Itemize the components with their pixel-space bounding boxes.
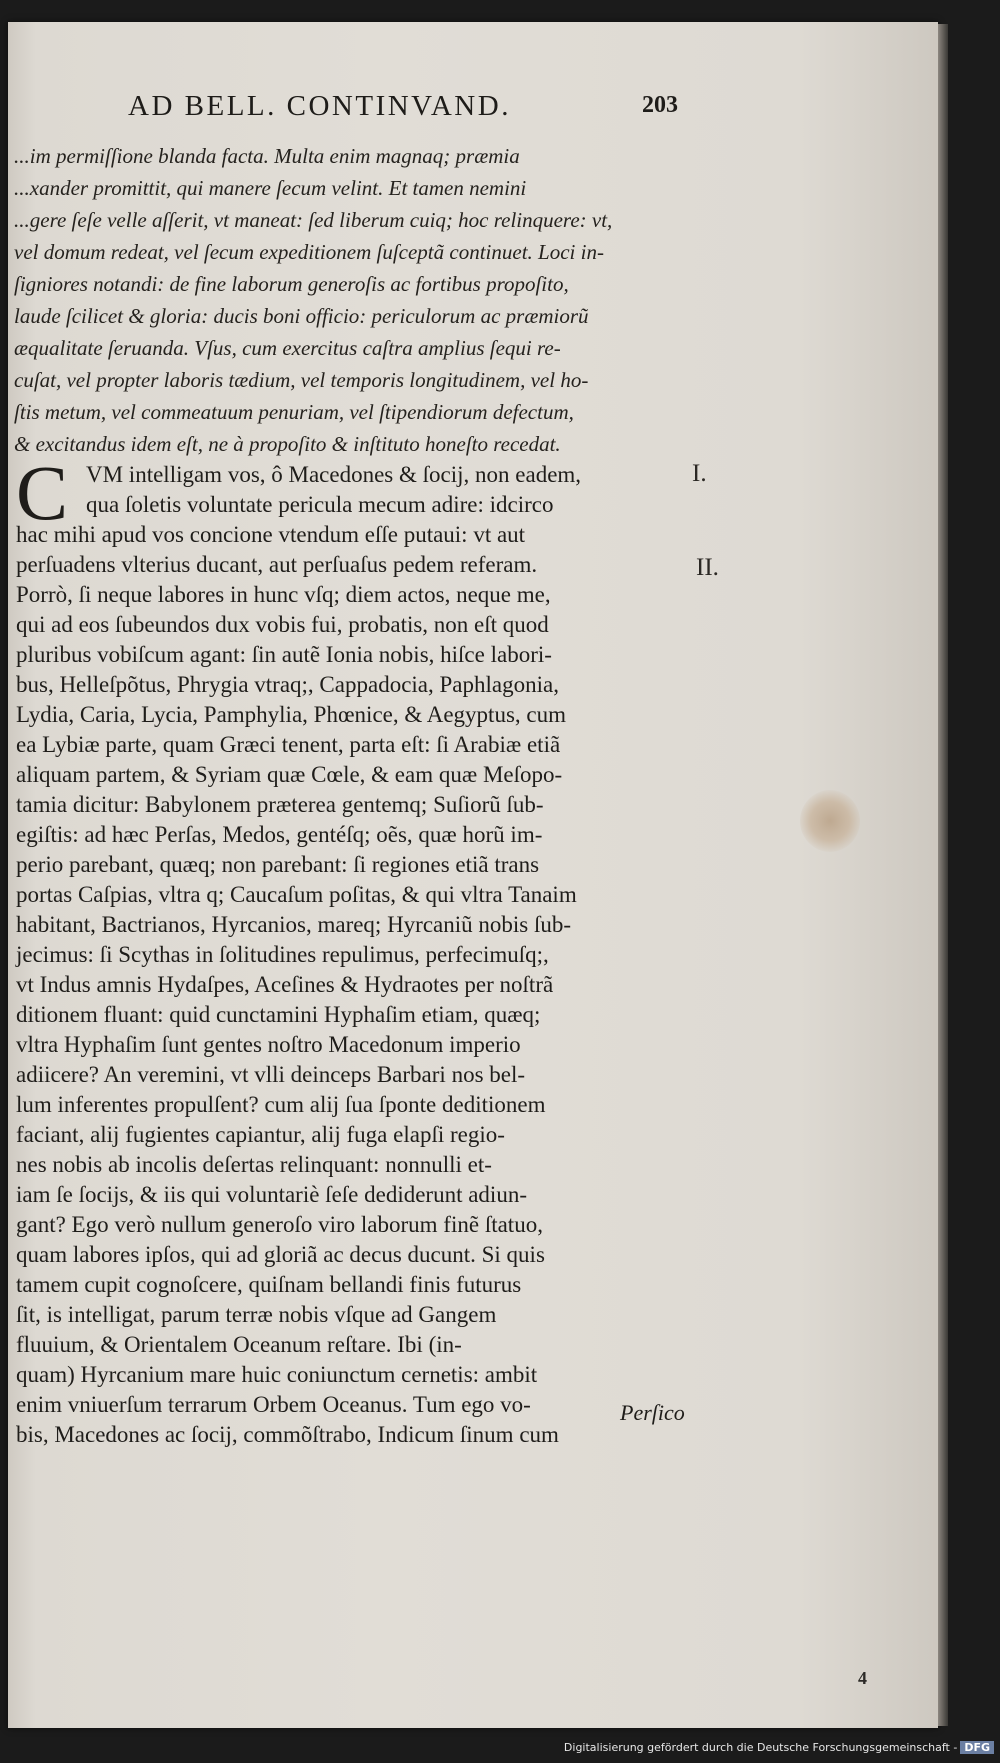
text-line: nes nobis ab incolis deſertas relinquant: nonnulli et- [16, 1152, 492, 1177]
running-title: AD BELL. CONTINVAND. [128, 90, 511, 122]
text-line: VM intelligam vos, ô Macedones & ſocij, non eadem, [86, 462, 582, 487]
digitization-credit [564, 1741, 994, 1754]
text-line: ſit, is intelligat, parum terræ nobis vſque ad Gangem [16, 1302, 497, 1327]
summary-line: ...gere ſeſe velle aſſerit, vt maneat: ſed liberum cuiq; hoc relinquere: vt, [14, 208, 613, 232]
text-line: perio parebant, quæq; non parebant: ſi regiones etiã trans [16, 852, 540, 877]
chapter-summary [14, 140, 689, 460]
text-line: pluribus vobiſcum agant: ſin autẽ Ionia nobis, hiſce labori- [16, 642, 552, 667]
text-line: quam labores ipſos, qui ad gloriã ac decus ducunt. Si quis [16, 1242, 545, 1267]
page-edge [938, 24, 948, 1726]
text-line: vltra Hyphaſim ſunt gentes noſtro Macedonum imperio [16, 1032, 521, 1057]
text-line: perſuadens vlterius ducant, aut perſuaſus pedem referam. [16, 552, 538, 577]
summary-line: & excitandus idem eſt, ne à propoſito & inſtituto honeſto recedat. [14, 432, 561, 456]
page-number: 203 [642, 92, 678, 118]
summary-line: ſigniores notandi: de fine laborum generoſis ac fortibus propoſito, [14, 272, 569, 296]
dfg-logo: DFG [960, 1741, 994, 1754]
credit-text: Digitalisierung gefördert durch die Deutsche Forschungsgemeinschaft - [563, 1741, 958, 1754]
summary-line: ſtis metum, vel commeatuum penuriam, vel ſtipendiorum defectum, [14, 400, 574, 424]
text-line: habitant, Bactrianos, Hyrcanios, mareq; Hyrcaniũ nobis ſub- [16, 912, 572, 937]
text-line: qua ſoletis voluntate pericula mecum adire: idcirco [86, 492, 554, 517]
text-line: egiſtis: ad hæc Perſas, Medos, gentéſq; oẽs, quæ horũ im- [16, 822, 543, 847]
text-line: lum inferentes propulſent? cum alij ſua ſponte deditionem [16, 1092, 546, 1117]
text-line: ditionem fluant: quid cunctamini Hyphaſim etiam, quæq; [16, 1002, 541, 1027]
summary-line: æqualitate ſeruanda. Vſus, cum exercitus caſtra amplius ſequi re- [14, 336, 561, 360]
text-line: faciant, alij fugientes capiantur, alij fuga elapſi regio- [16, 1122, 505, 1147]
text-line: Porrò, ſi neque labores in hunc vſq; diem actos, neque me, [16, 582, 551, 607]
text-line: bus, Helleſpõtus, Phrygia vtraq;, Cappadocia, Paphlagonia, [16, 672, 559, 697]
drop-cap: C [16, 449, 69, 536]
text-line: quam) Hyrcanium mare huic coniunctum cernetis: ambit [16, 1362, 538, 1387]
text-line: vt Indus amnis Hydaſpes, Aceſines & Hydraotes per noſtrã [16, 972, 554, 997]
text-line: qui ad eos ſubeundos dux vobis fui, probatis, non eſt quod [16, 612, 549, 637]
text-line: tamem cupit cognoſcere, quiſnam bellandi finis futurus [16, 1272, 522, 1297]
text-line: gant? Ego verò nullum generoſo viro laborum finẽ ſtatuo, [16, 1212, 543, 1237]
text-line: aliquam partem, & Syriam quæ Cœle, & eam quæ Meſopo- [16, 762, 563, 787]
text-line: adiicere? An veremini, vt vlli deinceps Barbari nos bel- [16, 1062, 526, 1087]
text-line: fluuium, & Orientalem Oceanum reſtare. Ibi (in- [16, 1332, 462, 1357]
summary-line: vel domum redeat, vel ſecum expeditionem ſuſceptã continuet. Loci in- [14, 240, 604, 264]
catchword: Perſico [620, 1400, 685, 1425]
summary-line: cuſat, vel propter laboris tædium, vel temporis longitudinem, vel ho- [14, 368, 589, 392]
body-text [16, 449, 706, 1450]
text-line: hac mihi apud vos concione vtendum eſſe putaui: vt aut [16, 522, 526, 547]
text-line: bis, Macedones ac ſocij, commõſtrabo, Indicum ſinum cum [16, 1422, 559, 1447]
text-line: portas Caſpias, vltra q; Caucaſum poſitas, & qui vltra Tanaim [16, 882, 577, 907]
margin-numeral-1: I. [692, 460, 707, 487]
summary-line: ...xander promittit, qui manere ſecum velint. Et tamen nemini [14, 176, 527, 200]
text-line: ea Lybiæ parte, quam Græci tenent, parta eſt: ſi Arabiæ etiã [16, 732, 561, 757]
signature-mark: 4 [858, 1668, 867, 1688]
margin-numeral-2: II. [696, 554, 719, 581]
paper-stain [800, 790, 860, 852]
summary-line: laude ſcilicet & gloria: ducis boni officio: periculorum ac præmiorũ [14, 304, 589, 328]
text-line: iam ſe ſocijs, & iis qui voluntariè ſeſe dediderunt adiun- [16, 1182, 527, 1207]
text-line: tamia dicitur: Babylonem præterea gentemq; Suſiorũ ſub- [16, 792, 544, 817]
text-line: jecimus: ſi Scythas in ſolitudines repulimus, perfecimuſq;, [16, 942, 549, 967]
text-line: enim vniuerſum terrarum Orbem Oceanus. Tum ego vo- [16, 1392, 531, 1417]
text-line: Lydia, Caria, Lycia, Pamphylia, Phœnice, & Aegyptus, cum [16, 702, 566, 727]
summary-line: ...im permiſſione blanda facta. Multa enim magnaq; præmia [14, 144, 520, 168]
